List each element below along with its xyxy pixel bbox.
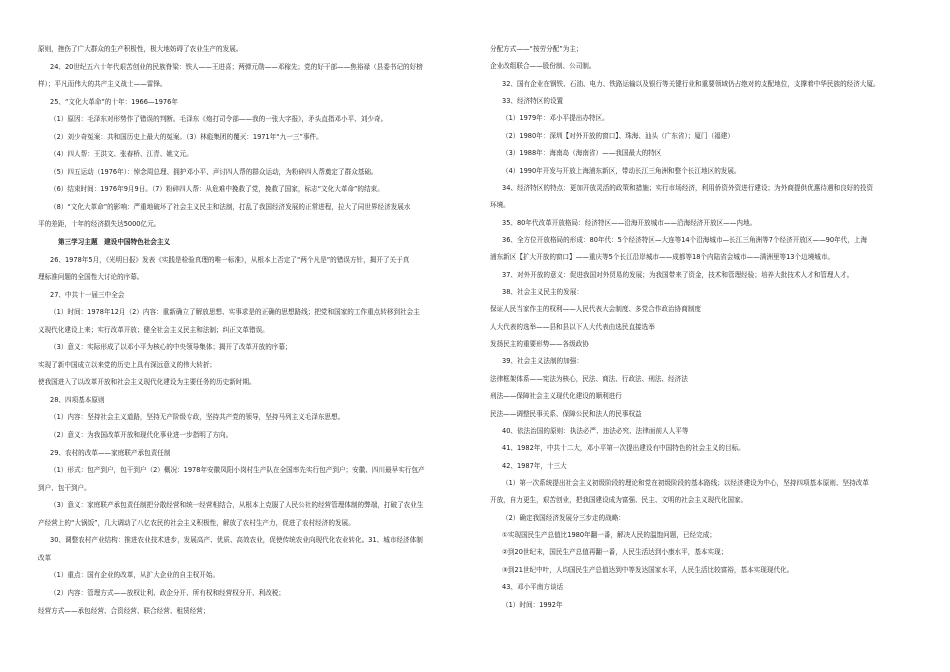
text-line: 民法——调整民事关系、保障公民和法人的民事权益 xyxy=(490,409,642,418)
text-line: 人大代表的选举——县和县以下人大代表由选民直接选举 xyxy=(490,322,655,331)
text-line: 刑法——保障社会主义现代化建设的顺利进行 xyxy=(490,392,622,401)
text-line: （4）四人帮：王洪文、张春桥、江青、姚文元。 xyxy=(50,150,193,159)
text-line: 浦东新区【扩大开放的窗口】——重庆等5个长江沿岸城市——成都等18个内陆省会城市——满洲里等13个边境城市。 xyxy=(490,253,835,262)
text-line: （2）内容：管理方式——放权让利、政企分开、所有权和经营权分开、利改税； xyxy=(50,588,285,597)
text-line: 24、20世纪五六十年代艰苦创业的民族脊梁：铁人——王进喜；两弹元勋——邓稼先；党的好干部——焦裕禄（县委书记的好榜 xyxy=(50,62,423,71)
text-line: 使我国进入了以改革开放和社会主义现代化建设为主要任务的历史新时期。 xyxy=(38,378,256,387)
text-line: （1）时间：1992年 xyxy=(502,600,563,609)
text-line: 实现了新中国成立以来党的历史上具有深远意义的伟大转折； xyxy=(38,360,217,369)
text-line: （3）1988年：海南岛（海南省）——我国最大的特区 xyxy=(502,149,662,158)
text-line: ③到21世纪中叶，人均国民生产总值达到中等发达国家水平，人民生活比较富裕，基本实现现代化。 xyxy=(502,565,794,574)
text-line: 39、社会主义法制的加强： xyxy=(502,357,583,366)
left-text-column xyxy=(38,44,464,623)
text-line: 企业改组联合——股份制、公司制。 xyxy=(490,62,596,71)
text-line: 到户、包干到户。 xyxy=(38,483,91,492)
text-line: 25、“文化大革命”的十年：1966—1976年 xyxy=(50,97,178,106)
text-line: （6）结束时间：1976年9月9日。（7）粉碎四人帮：从危难中挽救了党，挽救了国家，标志“文化大革命”的结束。 xyxy=(50,185,384,194)
text-line: 开放，自力更生，艰苦创业，把我国建设成为富强、民主、文明的社会主义现代化国家。 xyxy=(490,496,748,505)
text-line: 35、80年代改革开放格局：经济特区——沿海开放城市——沿海经济开放区——内地。 xyxy=(502,218,757,227)
text-line: （3）意义：实际形成了以邓小平为核心的中央领导集体；揭开了改革开放的序幕； xyxy=(50,343,292,352)
text-line: 义现代化建设上来；实行改革开放；健全社会主义民主和法制；纠正文革错误。 xyxy=(38,325,269,334)
text-line: 41、1982年，中共十二大，邓小平第一次提出建设有中国特色的社会主义的目标。 xyxy=(502,444,745,453)
text-line: 保证人民当家作主的权利——人民代表大会制度、多党合作政治协商制度 xyxy=(490,305,701,314)
text-line: 理标准问题的全国性大讨论的序幕。 xyxy=(38,273,144,282)
section-heading: 第三学习主题 建设中国特色社会主义 xyxy=(58,238,171,247)
text-line: 原则，挫伤了广大群众的生产积极性，极大地妨碍了农业生产的发展。 xyxy=(38,45,243,53)
text-line: （1）原因：毛泽东对形势作了错误的判断。毛泽东《炮打司令部——我的一张大字报》，矛头直指邓小平、刘少奇。 xyxy=(50,115,388,124)
text-line: 40、依法治国的原则：执法必严、违法必究、法律面前人人平等 xyxy=(502,426,689,435)
text-line: 环境。 xyxy=(490,201,510,210)
text-line: 32、国有企业在钢铁、石油、电力、铁路运输以及银行等关键行业和重要领域仍占绝对的支配地位，支撑着中华民族的经济大厦。 xyxy=(502,79,880,88)
text-line: 样）；平凡而伟大的共产主义战士——雷锋。 xyxy=(38,80,167,89)
text-line: （1）1979年：邓小平提出办特区。 xyxy=(502,114,609,123)
right-text-column xyxy=(490,44,926,617)
text-line: 产经营上的“大锅饭”，几大调动了八亿农民的社会主义积极性，解放了农村生产力，促进了农村经济的发展。 xyxy=(38,518,355,527)
text-line: 36、全方位开放格局的形成：80年代：5个经济特区—大连等14个沿海城市—长江三角洲等7个经济开放区——90年代，上海 xyxy=(502,235,868,244)
text-line: 43、邓小平南方谈话 xyxy=(502,583,564,592)
text-line: （1）时间：1978年12月（2）内容：重新确立了解放思想、实事求是的正确的思想路线；把党和国家的工作重点转移到社会主 xyxy=(50,308,420,317)
text-line: （8）“文化大革命”的影响：严重地破坏了社会主义民主和法制，打乱了我国经济发展的正常进程，拉大了同世界经济发展水 xyxy=(50,202,411,211)
text-line: （3）意义：家庭联产承包责任制把分散经营和统一经营相结合，从根本上克服了人民公社的经营管理体制的弊端，打破了农业生 xyxy=(50,501,424,510)
text-line: （5）四五运动（1976年）：悼念周总理、拥护邓小平、声讨四人帮的群众运动，为粉碎四人帮奠定了群众基础。 xyxy=(50,167,378,176)
text-line: 34、经济特区的特点：更加开放灵活的政策和措施；实行市场经济，利用侨资外资进行建设；为外商提供优惠待遇和良好的投资 xyxy=(502,183,874,192)
text-line: 法律框架体系——宪法为核心，民法、商法、行政法、刑法、经济法 xyxy=(490,374,688,383)
text-line: 26、1978年5月，《光明日报》发表《实践是检验真理的唯一标准》，从根本上否定了“两个凡是”的错误方针，揭开了关于真 xyxy=(50,255,410,264)
text-line: 改革 xyxy=(38,553,52,562)
text-line: （1）重点：国有企业的改革，从扩大企业的自主权开始。 xyxy=(50,571,220,580)
text-line: 37、对外开放的意义：促进我国对外贸易的发展；为我国带来了资金，技术和管理经验；培养大批技术人才和管理人才。 xyxy=(502,270,854,279)
text-line: （2）刘少奇冤案：共和国历史上最大的冤案。（3）林彪集团的覆灭：1971年“九一三”事件。 xyxy=(50,132,323,141)
text-line: （2）意义：为我国改革开放和现代化事业进一步指明了方向。 xyxy=(50,431,233,440)
text-line: 发扬民主的重要形势——各级政协 xyxy=(490,340,589,349)
text-line: （1）第一次系统提出社会主义初级阶段的理论和党在初级阶段的基本路线；以经济建设为中心，坚持四项基本原则、坚持改革 xyxy=(502,478,869,487)
text-line: 38、社会主义民主的发展： xyxy=(502,288,583,297)
text-line: 30、调整农村产业结构：推进农业技术进步，发展高产、优质、高效农业，促使传统农业向现代化农业转化。31、城市经济体制 xyxy=(50,536,423,545)
text-line: 29、农村的改革——家庭联产承包责任制 xyxy=(50,448,171,457)
text-line: 平的差距，十年的经济损失达5000亿元。 xyxy=(38,220,161,229)
text-line: 分配方式——“按劳分配”为主； xyxy=(490,45,583,53)
text-line: ②到20世纪末，国民生产总值再翻一番，人民生活达到小康水平，基本实现； xyxy=(502,548,728,557)
text-line: 33、经济特区的设置 xyxy=(502,97,564,106)
text-line: （2）确定我国经济发展分三步走的战略： xyxy=(502,513,625,522)
text-line: （1）内容：坚持社会主义道路，坚持无产阶级专政，坚持共产党的领导，坚持马列主义毛泽东思想。 xyxy=(50,413,345,422)
text-line: （1）形式：包产到户，包干到户（2）概况：1978年安徽凤阳小岗村生产队在全国率先实行包产到户；安徽、四川最早实行包产 xyxy=(50,466,425,475)
text-line: （2）1980年：深圳【对外开放的窗口】、珠海、汕头（广东省）；厦门（福建） xyxy=(502,131,734,140)
text-line: 28、四项基本原则 xyxy=(50,395,105,404)
text-line: 42、1987年，十三大 xyxy=(502,461,567,470)
text-line: ①实现国民生产总值比1980年翻一番，解决人民的温饱问题，已经完成； xyxy=(502,531,716,540)
text-line: 经营方式——承包经营、合资经营、联合经营、租赁经营； xyxy=(38,606,210,615)
text-line: 27、中共十一届三中全会 xyxy=(50,290,125,299)
text-line: （4）1990年开发与开放上海浦东新区，带动长江三角洲和整个长江地区的发展。 xyxy=(502,166,741,175)
